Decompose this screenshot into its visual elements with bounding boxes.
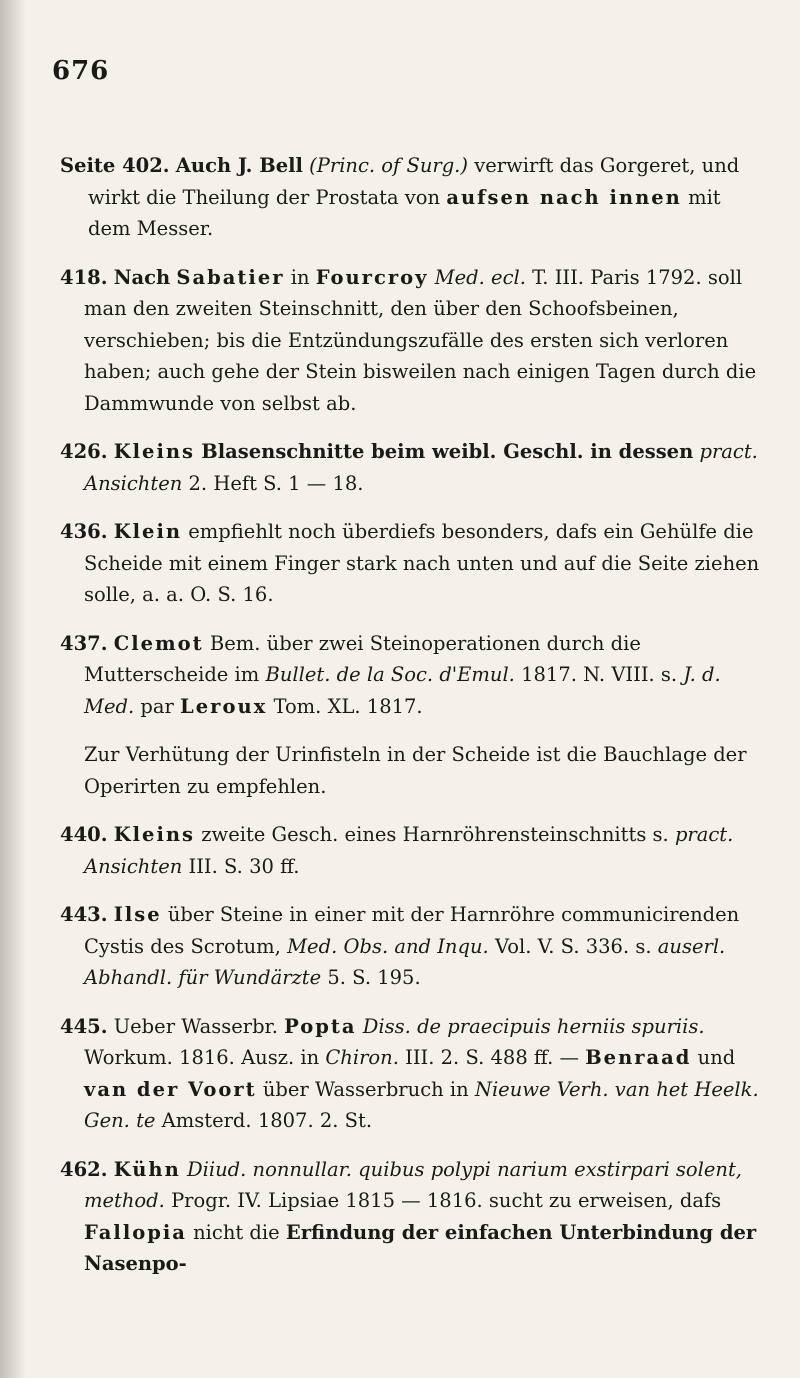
entry-436: 436. Klein empfiehlt noch überdiefs besonders, dafs ein Gehülfe die Scheide mit einem Finger stark nach unten und auf die Seite ziehen solle, a. a. O. S. 16. [60,520,760,606]
entry-440: 440. Kleins zweite Gesch. eines Harnröhrensteinschnitts s. pract. Ansichten III. S. 30 ff. [60,823,734,878]
entry-443: 443. Ilse über Steine in einer mit der Harnröhre communicirenden Cystis des Scrotum, Med. Obs. and Inqu. Vol. V. S. 336. s. auserl. Abhandl. für Wundärzte 5. S. 195. [60,903,740,989]
binding-shadow [0,0,26,1378]
entry-426: 426. Kleins Blasenschnitte beim weibl. Geschl. in dessen pract. Ansichten 2. Heft S. 1 — 18. [60,440,758,495]
entry-437: 437. Clemot Bem. über zwei Steinoperationen durch die Mutterscheide im Bullet. de la Soc. d'Emul. 1817. N. VIII. s. J. d. Med. par Leroux Tom. XL. 1817. [60,631,721,718]
entry-418: 418. Nach Sabatier in Fourcroy Med. ecl. T. III. Paris 1792. soll man den zweiten Steinschnitt, den über den Schoofsbeinen, verschieben; bis die Entzündungszufälle des ersten sich verloren haben; auch gehe der Stein bisweilen nach einigen Tagen durch die Dammwunde von selbst ab. [60,265,757,415]
notes-list [60,150,760,1297]
page-number: 676 [52,56,110,86]
entry-note-urinfisteln: Zur Verhütung der Urinfisteln in der Scheide ist die Bauchlage der Operirten zu empfehlen. [84,743,747,798]
entry-462: 462. Kühn Diiud. nonnullar. quibus polypi narium exstirpari solent, method. Progr. IV. Lipsiae 1815 — 1816. sucht zu erweisen, dafs Fallopia nicht die Erfindung der einfachen Unterbindung der Nasenpo- [60,1157,757,1275]
entry-445: 445. Ueber Wasserbr. Popta Diss. de praecipuis herniis spuriis. Workum. 1816. Ausz. in Chiron. III. 2. S. 488 ff. — Benraad und van der Voort über Wasserbruch in Nieuwe Verh. van het Heelk. Gen. te Amsterd. 1807. 2. St. [60,1014,759,1132]
entry-402: Seite 402. Auch J. Bell (Princ. of Surg.) verwirft das Gorgeret, und wirkt die Theilung der Prostata von aufsen nach innen mit dem Messer. [60,154,740,240]
